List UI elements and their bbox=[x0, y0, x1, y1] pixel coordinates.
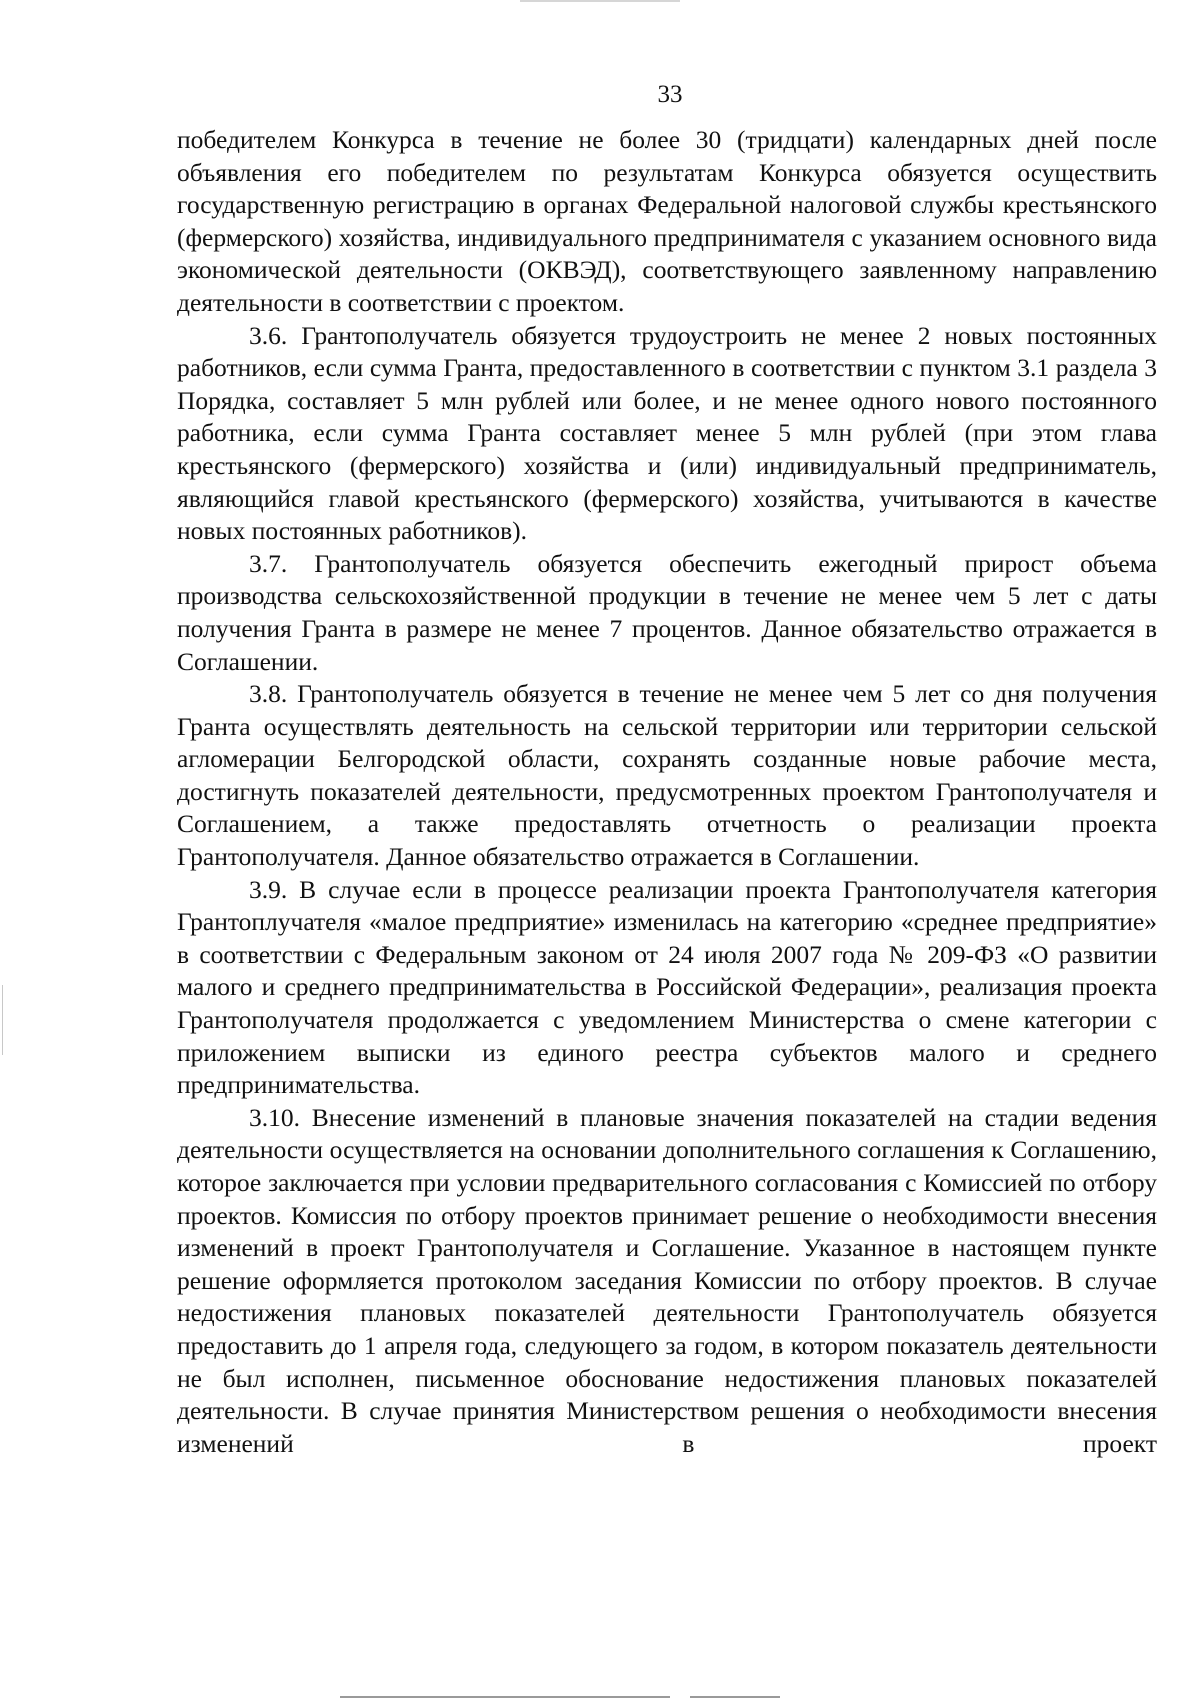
paragraph-clause-3-7: 3.7. Грантополучатель обязуется обеспечить ежегодный прирост объема производства сельскохозяйственной продукции в течение не менее чем 5 лет с даты получения Гранта в размере не менее 7 процентов. Данное обязательство отражается в Соглашении. bbox=[177, 548, 1157, 676]
scan-artifact-bottom-right bbox=[690, 1696, 780, 1698]
paragraph-clause-3-9: 3.9. В случае если в процессе реализации проекта Грантополучателя категория Грантоплучателя «малое предприятие» изменилась на категорию «среднее предприятие» в соответствии с Федеральным законом от 24 июля 2007 года № 209-ФЗ «О развитии малого и среднего предпринимательства в Российской Федерации», реализация проекта Грантополучателя продолжается с уведомлением Министерства о смене категории с приложением выписки из единого реестра субъектов малого и среднего предпринимательства. bbox=[177, 874, 1157, 1100]
paragraph-clause-3-6: 3.6. Грантополучатель обязуется трудоустроить не менее 2 новых постоянных работников, если сумма Гранта, предоставленного в соответствии с пунктом 3.1 раздела 3 Порядка, составляет 5 млн рублей или более, и не менее одного нового постоянного работника, если сумма Гранта составляет менее 5 млн рублей (при этом глава крестьянского (фермерского) хозяйства и (или) индивидуальный предприниматель, являющийся главой крестьянского (фермерского) хозяйства, учитываются в качестве новых постоянных работников). bbox=[177, 320, 1157, 546]
paragraph-clause-3-8: 3.8. Грантополучатель обязуется в течение не менее чем 5 лет со дня получения Гранта осуществлять деятельность на сельской территории или территории сельской агломерации Белгородской области, сохранять созданные новые рабочие места, достигнуть показателей деятельности, предусмотренных проектом Грантополучателя и Соглашением, а также предоставлять отчетность о реализации проекта Грантополучателя. Данное обязательство отражается в Соглашении. bbox=[177, 679, 1157, 872]
scan-artifact-bottom-left bbox=[340, 1696, 670, 1698]
paragraph-clause-3-10: 3.10. Внесение изменений в плановые значения показателей на стадии ведения деятельности осуществляется на основании дополнительного соглашения к Соглашению, которое заключается при условии предварительного согласования с Комиссией по отбору проектов. Комиссия по отбору проектов принимает решение о необходимости внесения изменений в проект Грантополучателя и Соглашение. Указанное в настоящем пункте решение оформляется протоколом заседания Комиссии по отбору проектов. В случае недостижения плановых показателей деятельности Грантополучатель обязуется предоставить до 1 апреля года, следующего за годом, в котором показатель деятельности не был исполнен, письменное обоснование недостижения плановых показателей деятельности. В случае принятия Министерством решения о необходимости внесения изменений в проект bbox=[177, 1102, 1157, 1458]
scan-artifact-left bbox=[2, 985, 3, 1055]
paragraph-intro-continuation: победителем Конкурса в течение не более 30 (тридцати) календарных дней после объявления его победителем по результатам Конкурса обязуется осуществить государственную регистрацию в органах Федеральной налоговой службы крестьянского (фермерского) хозяйства, индивидуального предпринимателя с указанием основного вида экономической деятельности (ОКВЭД), соответствующего заявленному направлению деятельности в соответствии с проектом. bbox=[177, 125, 1157, 317]
document-body bbox=[177, 124, 1157, 1460]
page-number: 33 bbox=[657, 81, 683, 108]
scan-artifact-top bbox=[520, 0, 680, 2]
